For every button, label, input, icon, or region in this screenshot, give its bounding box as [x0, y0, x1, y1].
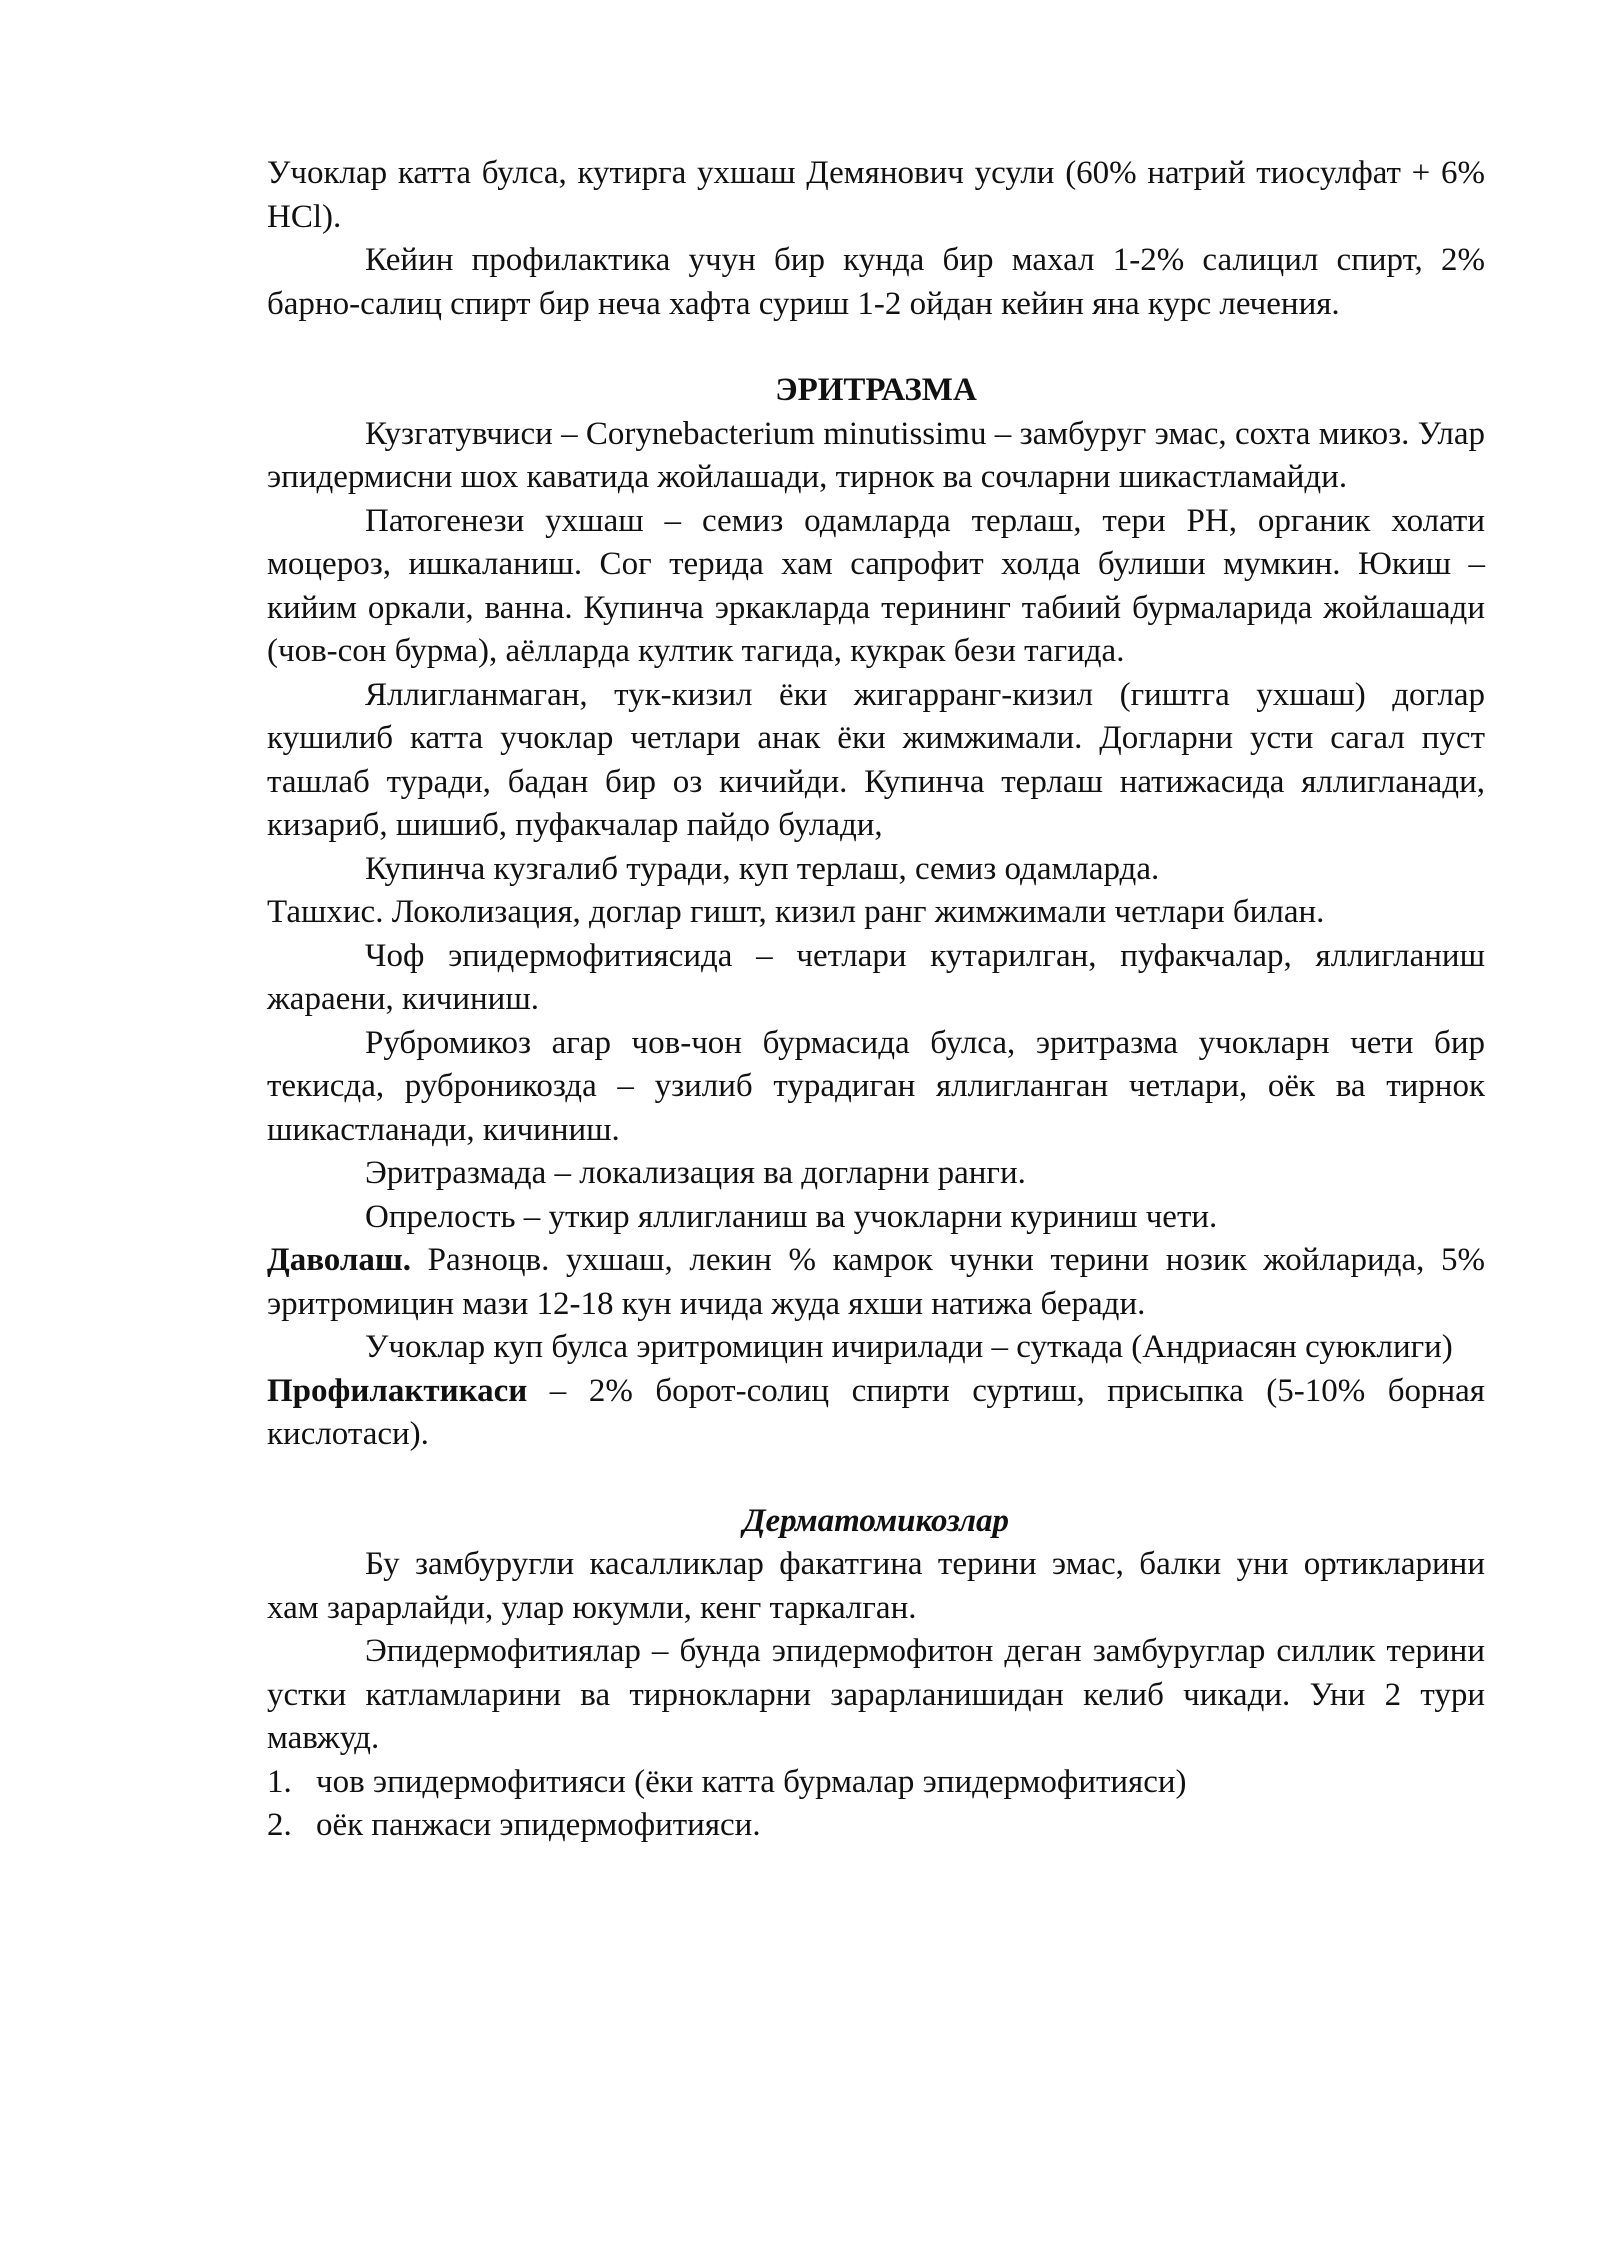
- list-item-text: оёк панжаси эпидермофитияси.: [316, 1807, 761, 1843]
- erythrasma-treatment: [267, 1239, 1485, 1326]
- erythrasma-paragraph-7: Рубромикоз агар чов-чон бурмасида булса, эритразма учокларн чети бир текисда, руброникозда – узилиб турадиган яллигланган четлари, оёк ва тирнок шикастланади, кичиниш.: [267, 1024, 1485, 1148]
- dermatomycoses-paragraph-1: Бу замбуругли касалликлар факатгина терини эмас, балки уни ортикларини хам зарарлайди, улар юкумли, кенг таркалган.: [267, 1546, 1485, 1626]
- erythrasma-paragraph-4: Купинча кузгалиб туради, куп терлаш, семиз одамларда.: [365, 850, 1160, 887]
- list-item-number: 2.: [267, 1807, 292, 1843]
- list-item-number: 1.: [267, 1763, 292, 1800]
- list-item-text: чов эпидермофитияси (ёки катта бурмалар эпидермофитияси): [316, 1763, 1187, 1800]
- erythrasma-paragraph-2: Патогенези ухшаш – семиз одамларда терлаш, тери PH, органик холати моцероз, ишкаланиш. Сог терида хам сапрофит холда булиши мумкин. Юкиш – кийим оркали, ванна. Купинча эркакларда терининг табиий бурмаларида жойлашади (чов-сон бурма), аёлларда култик тагида, кукрак бези тагида.: [267, 502, 1485, 669]
- treatment-label: Даволаш.: [267, 1242, 411, 1278]
- erythrasma-heading: ЭРИТРАЗМА: [775, 372, 977, 408]
- intro-paragraph-1: Учоклар катта булса, кутирга ухшаш Демянович усули (60% натрий тиосулфат + 6% HCl).: [267, 155, 1485, 235]
- dermatomycoses-heading: Дерматомикозлар: [742, 1502, 1010, 1539]
- erythrasma-paragraph-10: Учоклар куп булса эритромицин ичирилади – суткада (Андриасян суюклиги): [365, 1329, 1453, 1365]
- erythrasma-paragraph-9: Опрелость – уткир яллигланиш ва учокларни куриниш чети.: [365, 1198, 1218, 1235]
- list-item: [267, 1761, 1485, 1805]
- document-page: [267, 152, 1485, 1848]
- erythrasma-paragraph-8: Эритразмада – локализация ва догларни ранги.: [365, 1155, 1026, 1191]
- treatment-text: Разноцв. ухшаш, лекин % камрок чунки терини нозик жойларида, 5% эритромицин мази 12-18 кун ичида жуда яхши натижа беради.: [267, 1242, 1485, 1322]
- erythrasma-paragraph-6: Чоф эпидермофитиясида – четлари кутарилган, пуфакчалар, яллигланиш жараени, кичиниш.: [267, 937, 1485, 1017]
- intro-paragraph-2: Кейин профилактика учун бир кунда бир махал 1-2% салицил спирт, 2% барно-салиц спирт бир неча хафта суриш 1-2 ойдан кейин яна курс лечения.: [267, 242, 1485, 322]
- erythrasma-paragraph-1: Кузгатувчиси – Corynebacterium minutissimu – замбуруг эмас, сохта микоз. Улар эпидермисни шох каватида жойлашади, тирнок ва сочларни шикастламайди.: [267, 415, 1485, 495]
- erythrasma-paragraph-3: Яллигланмаган, тук-кизил ёки жигарранг-кизил (гиштга ухшаш) доглар кушилиб катта учоклар четлари анак ёки жимжимали. Догларни усти сагал пуст ташлаб туради, бадан бир оз кичийди. Купинча терлаш натижасида яллигланади, кизариб, шишиб, пуфакчалар пайдо булади,: [267, 676, 1485, 843]
- prophylaxis-label: Профилактикаси: [267, 1372, 528, 1409]
- erythrasma-prophylaxis: [267, 1370, 1485, 1457]
- erythrasma-diagnosis: Ташхис. Локолизация, доглар гишт, кизил ранг жимжимали четлари билан.: [267, 894, 1325, 930]
- list-item: [267, 1804, 1485, 1848]
- dermatomycoses-paragraph-2: Эпидермофитиялар – бунда эпидермофитон деган замбуруглар силлик терини устки катламларини ва тирнокларни зарарланишидан келиб чикади. Уни 2 тури мавжуд.: [267, 1633, 1485, 1756]
- prophylaxis-text: – 2% борот-солиц спирти суртиш, присыпка (5-10% борная кислотаси).: [267, 1372, 1485, 1452]
